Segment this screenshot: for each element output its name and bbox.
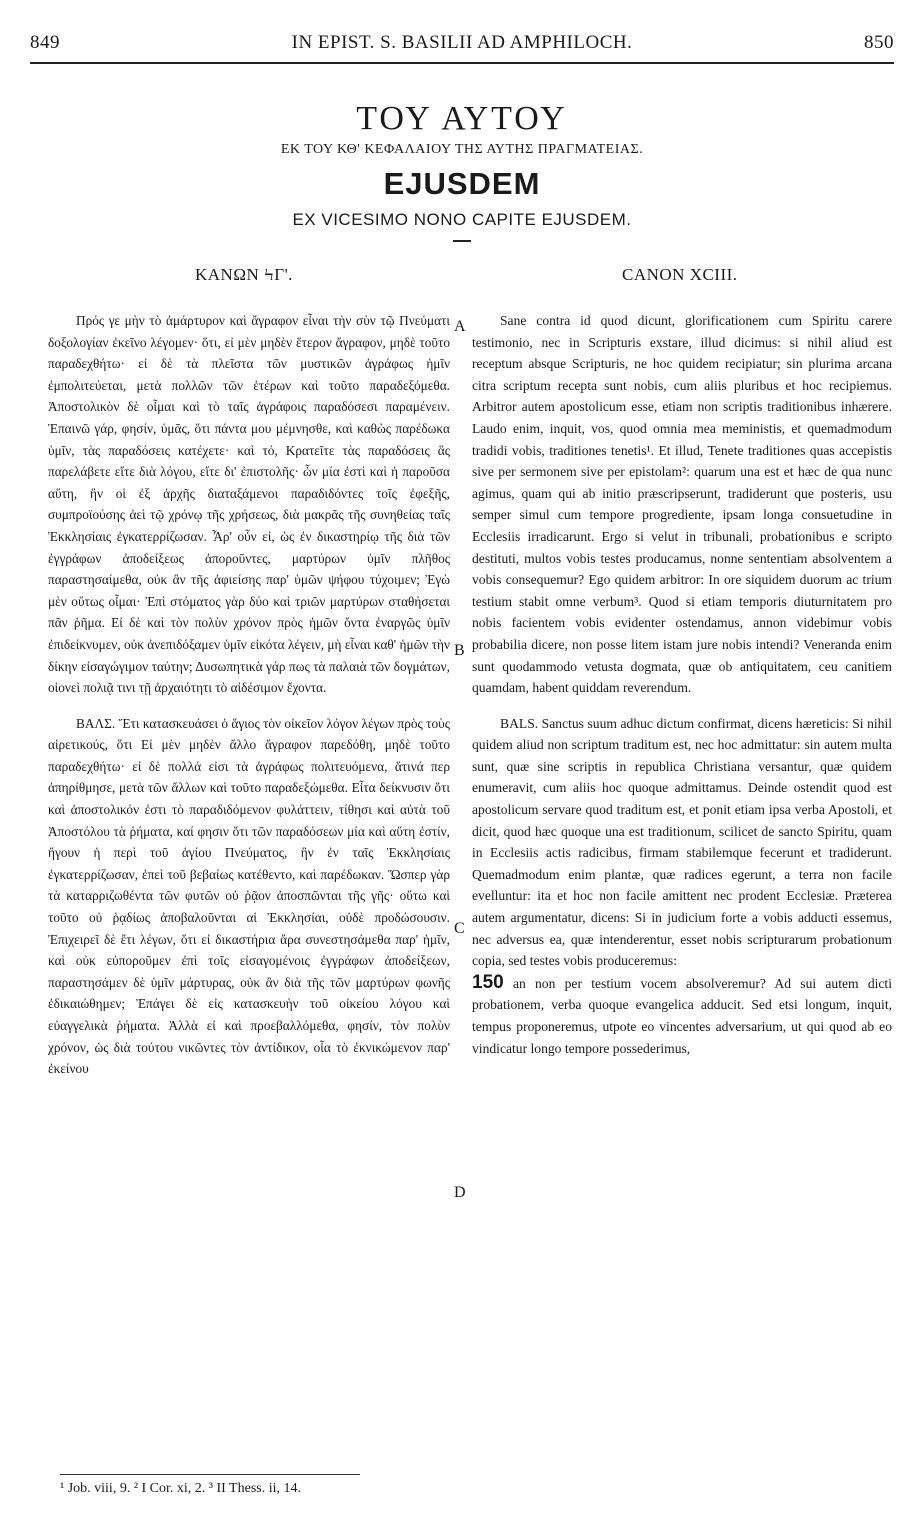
margin-letter-d: D (454, 1184, 466, 1201)
running-title: IN EPIST. S. BASILII AD AMPHILOCH. (291, 32, 633, 53)
latin-canon-heading: CANON XCIII. (622, 265, 738, 284)
margin-letter-b: B (454, 642, 465, 659)
greek-canon-text: Πρός γε μὴν τὸ ἀμάρτυρον καὶ ἄγραφον εἶναι τὴν σὺν τῷ Πνεύματι δοξολογίαν ἐκεῖνο λέγομεν· ὅτι, εἰ μὲν μηδὲν ἕτερον ἄγραφον, μηδὲ τοῦτο παραδεχθήτω· εἰ δὲ τὰ πλεῖστα τῶν μυστικῶν ἀγράφως ἡμῖν ἐμπολιτεύεται, μετὰ πολλῶν τῶν ἑτέρων καὶ τοῦτο παραδεξόμεθα. Ἀποστολικὸν δὲ οἶμαι καὶ τὸ ταῖς ἀγράφοις παραδόσεσι παραμένειν. Ἐπαινῶ γάρ, φησίν, ὑμᾶς, ὅτι πάντα μου μέμνησθε, καὶ καθὼς παρέδωκα ὑμῖν, τὰς παραδόσεις κατέχετε· καὶ τό, Κρατεῖτε τὰς παραδόσεις ἃς παρελάβετε εἴτε διὰ λόγου, εἴτε δι' ἐπιστολῆς· ὧν μία ἐστὶ καὶ ἡ παροῦσα αὕτη, ἣν οἱ ἐξ ἀρχῆς διαταξάμενοι παραδιδόντες τοῖς ἐφεξῆς, συμπροϊούσης ἀεὶ τῷ χρόνῳ τῆς χρήσεως, διὰ μακρᾶς τῆς συνηθείας ταῖς Ἐκκλησίαις ἐγκατερρίζωσαν. Ἆρ' οὖν εἰ, ὡς ἐν δικαστηρίῳ τῆς διὰ τῶν ἐγγράφων ἀποδείξεως ἀποροῦντες, μαρτύρων ὑμῖν πλῆθος παραστησαίμεθα, οὐκ ἂν τῆς ἀφιείσης παρ' ὑμῶν ψήφου τύχοιμεν; Ἐγὼ μὲν οὕτως οἶμαι· Ἐπὶ στόματος γὰρ δύο καὶ τριῶν μαρτύρων σταθήσεται πᾶν ῥῆμα. Εἰ δὲ καὶ τὸν πολὺν χρόνον πρὸς ἡμῶν ὄντα ἐναργῶς ὑμῖν ἐπιδείκνυμεν, οὐκ ἀνεπιδόξαμεν ὑμῖν εἰκότα λέγειν, μὴ εἶναι καθ' ἡμῶν τὴν δίκην εἰσαγώγιμον ταύτην; Δυσωπητικὰ γάρ πως τὰ παλαιὰ τῶν δογμάτων, οἱονεὶ πολιᾷ τινι τῇ ἀρχαιότητι τὸ αἰδέσιμον ἔχοντα. (48, 313, 450, 696)
title-dash (453, 240, 471, 242)
footnote-rule (60, 1474, 360, 1475)
greek-subtitle: ΕΚ ΤΟΥ ΚΘ' ΚΕΦΑΛΑΙΟΥ ΤΗΣ ΑΥΤΗΣ ΠΡΑΓΜΑΤΕΙΑΣ. (280, 142, 644, 157)
latin-subtitle: EX VICESIMO NONO CAPITE EJUSDEM. (292, 210, 632, 229)
margin-letter-a: A (454, 318, 466, 335)
latin-commentary-text: BALS. Sanctus suum adhuc dictum confirmat, dicens hæreticis: Si nihil quidem aliud non scriptum traditum est, nec hoc admittatur: sin autem multa sunt, quæ sine scriptis in republica Christiana versantur, quæ quidem enumeravit, cum aliis hoc quoque admittamus. Deinde ostendit quod est apostolicum servare quod traditum est, et ponit etiam ipsa verba Apostoli, et dicit, quod hæc quoque una est traditionum, scilicet de sancto Spiritu, quam in Ecclesiis actis radicibus, firmam stabilemque fecerunt et tradiderunt. Quemadmodum enim plantæ, quæ radices egerunt, a terra non facile evelluntur: ita et hoc non facile amittent nec prodent Ecclesiæ. Præterea autem argumentatur, dicens: Si in judicium forte a vobis adducti essemus, nec adversus ea, quæ intenderentur, esset nobis scripturarum probationum copia, sed testes vobis produceremus: (472, 715, 892, 969)
latin-canon-text: Sane contra id quod dicunt, glorificationem cum Spiritu carere testimonio, nec in Scripturis exstare, illud dicimus: si nihil aliud est receptum absque Scripturis, ne hoc quidem recipiatur; sin plurima arcana citra scriptum recepta sunt nobis, cum aliis pluribus et hoc recipiemus. Arbitror autem apostolicum esse, etiam non scriptis traditionibus inhærere. Laudo enim, inquit, vos, quod omnia mea meministis, et quemadmodum tradidi vobis, traditiones tenetis¹. Et illud, Tenete traditiones quas accepistis sive per sermonem sive per epistolam²: quarum una est et hæc de qua nunc agimus, quam qui ab initio præscripserunt, tradiderunt que posteris, usu semper simul cum tempore progrediente, ipsam longa consuetudine in Ecclesiis irradicarunt. Ergo si velut in tribunali, probationibus e scripto destituti, multos vobis testes producamus, nonne sententiam absolventem a vobis consequemur? Ego quidem arbitror: In ore siquidem duorum ac trium testium stabit omne verbum³. Quod si etiam temporis diuturnitatem pro nobis facientem vobis evidenter ostendamus, annon videbimur vobis probabilia dicere, non posse litem istam jure nobis intendi? Veneranda enim sunt quodammodo vetusta dogmata, quæ ob antiquitatem, ceu canitiem quamdam, habent quiddam reverendum. (472, 313, 892, 696)
title-block (0, 100, 924, 242)
footnote-text: ¹ Job. viii, 9. ² I Cor. xi, 2. ³ II Thess. ii, 14. (60, 1481, 302, 1496)
greek-title: ΤΟΥ ΑΥΤΟΥ (356, 100, 568, 137)
latin-column (472, 310, 892, 1059)
greek-commentary-text: ΒΑΛΣ. Ἔτι κατασκευάσει ὁ ἅγιος τὸν οἰκεῖον λόγον λέγων πρὸς τοὺς αἱρετικούς, ὅτι Εἰ μὲν μηδὲν ἄλλο ἄγραφον παρεδόθη, μηδὲ τοῦτο παραδεχθήτω· εἰ δὲ πολλά εἰσι τὰ ἀγράφως πολιτευόμενα, ἅτινά περ ἀπηρίθμησε, μετὰ τῶν ἄλλων καὶ τοῦτο παραδεξώμεθα. Εἶτα δείκνυσιν ὅτι καὶ ἀποστολικόν ἐστι τὸ παραδιδόμενον φυλάττειν, τίθησι καὶ αὐτὰ τοῦ Ἀποστόλου τὰ ῥήματα, καί φησιν ὅτι τῶν παραδόσεων μία καὶ αὕτη ἐστίν, ἤγουν ἡ περὶ τοῦ ἁγίου Πνεύματος, ἣν ἐν ταῖς Ἐκκλησίαις ἐγκατερρίζωσαν, ἐπεὶ τοῦ βεβαίως κατέθεντο, καὶ παρέδωκαν. Ὥσπερ γὰρ τὰ καταρριζωθέντα τῶν φυτῶν οὐ ῥᾷον ἀποσπῶνται τῆς γῆς· οὕτω καὶ τοῦτο οὐ ῥᾳδίως ἀποβαλοῦνται αἱ Ἐκκλησίαι, οὐδὲ προδώσουσιν. Ἐπιχειρεῖ δὲ ἔτι λέγων, ὅτι εἰ δικαστήρια ἄρα συνεστησάμεθα παρ' ἡμῖν, καὶ οὐκ εὐποροῦμεν ἐπὶ τοῖς εἰσαγομένοις ἐγγράφων ἀποδείξεων, παραστησάμεν δὲ ὑμῖν μάρτυρας, οὐκ ἂν διὰ τῆς τῶν μαρτύρων φωνῆς ἐδικαιώθημεν; Ἐπάγει δὲ εἰς κατασκευὴν τοῦ οἰκείου λόγου καὶ εὐαγγελικὰ ῥήματα. Ἀλλὰ εἰ καὶ προεβαλλόμεθα, φησίν, τὸν πολὺν χρόνον, ὡς διὰ τούτου νικῶντες τὸν ἀντίδικον, οἷα τὸ ἐκνικώμενον παρ' ἐκείνου (48, 715, 450, 1077)
greek-column (48, 310, 450, 1080)
footnotes (60, 1474, 460, 1497)
latin-title: EJUSDEM (383, 166, 541, 201)
page-number-left: 849 (30, 32, 60, 53)
page-number-right: 850 (863, 32, 894, 53)
greek-canon-heading: ΚΑΝΩΝ ϞΓ'. (195, 265, 293, 284)
header-rule (30, 62, 894, 64)
latin-commentary-tail: an non per testium vocem absolveremur? Ad sui autem dicti probationem, verba quoque evangelica adducit. Sed etsi longum, inquit, tempus proponeremus, utpote eo vincentes adversarium, ut qui quod ab eo vindicatur longo tempore possederimus, (472, 975, 892, 1056)
margin-letter-c: C (454, 920, 465, 937)
running-header (30, 32, 894, 54)
latin-commentary-continued (472, 972, 892, 1059)
page-badge: 150 (472, 971, 504, 993)
